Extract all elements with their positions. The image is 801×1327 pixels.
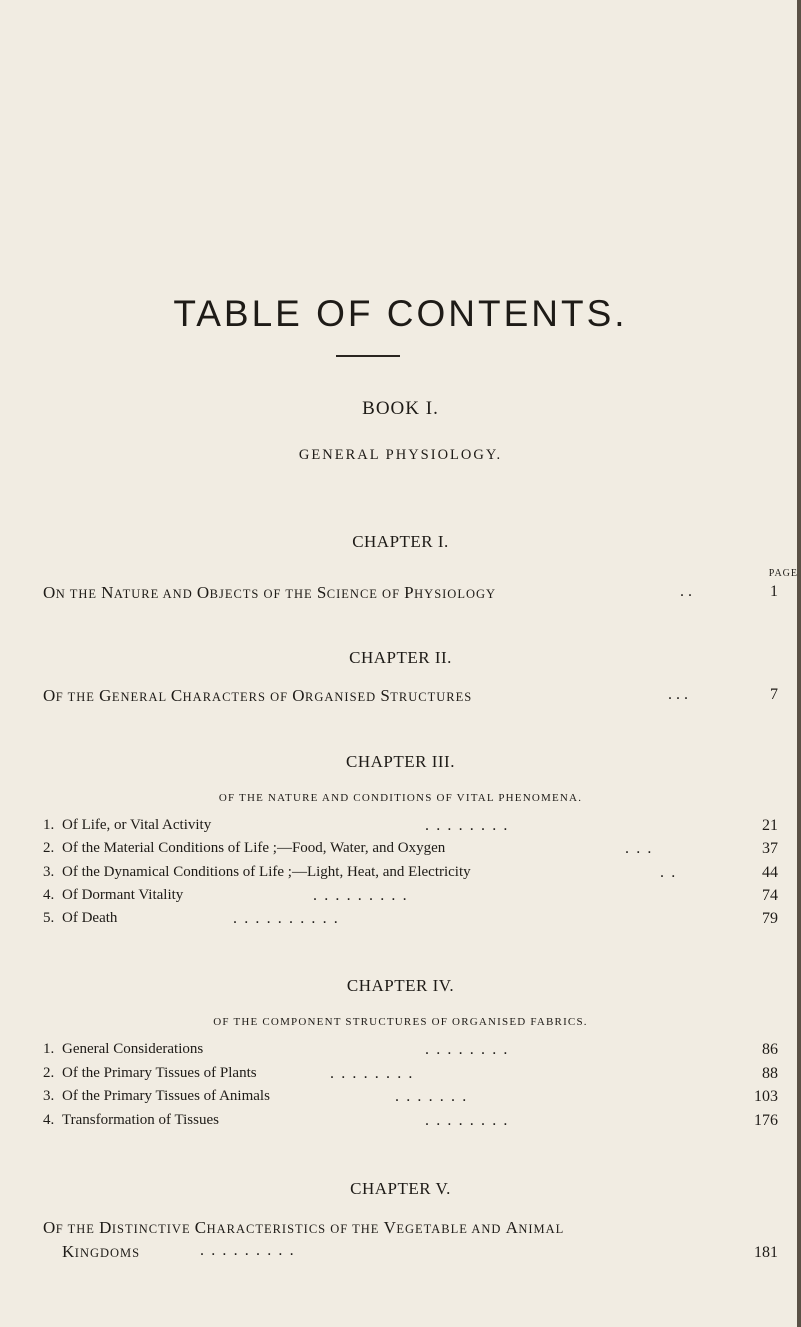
chapter-3-entry-2-title: Of the Material Conditions of Life ;—Food, Water, and Oxygen (62, 840, 446, 856)
title-small-caps: INGDOMS (74, 1246, 141, 1260)
chapter-4-entry-3-title: Of the Primary Tissues of Animals (62, 1088, 270, 1104)
title-small-caps: CIENCE OF (326, 587, 405, 601)
chapter-4-entry-3-number: 3. (43, 1088, 55, 1104)
title-small-caps: TRUCTURES (390, 690, 473, 704)
chapter-3-entry-4-page: 74 (762, 887, 778, 904)
chapter-2-page: 7 (770, 686, 778, 703)
chapter-3-entry-3-page: 44 (762, 864, 778, 881)
chapter-3-heading: CHAPTER III. (346, 752, 455, 771)
chapter-1-title (43, 583, 496, 603)
title-initial: K (62, 1242, 75, 1261)
title-initial: S (316, 583, 327, 602)
chapter-5-title-line-2 (62, 1242, 140, 1262)
chapter-3-entry-2-number: 2. (43, 840, 55, 856)
chapter-3-subheading: OF THE NATURE AND CONDITIONS OF VITAL PHENOMENA. (218, 792, 583, 804)
title-initial: C (170, 686, 183, 705)
chapter-3-entry-4-number: 4. (43, 887, 55, 903)
title-initial: G (99, 686, 112, 705)
chapter-4-heading: CHAPTER IV. (346, 976, 455, 995)
chapter-1-page: 1 (770, 583, 778, 600)
chapter-3-entry-5-title: Of Death (62, 910, 118, 926)
chapter-4-entry-4-leader: . . . . . . . . (425, 1112, 509, 1129)
title-initial: A (505, 1218, 519, 1237)
title-initial: O (292, 686, 305, 705)
chapter-3-entry-4-leader: . . . . . . . . . (313, 887, 409, 904)
book-heading: BOOK I. (362, 398, 439, 419)
chapter-1-heading: CHAPTER I. (352, 532, 449, 551)
title-initial: V (383, 1218, 397, 1237)
chapter-4-entry-4-number: 4. (43, 1112, 55, 1128)
chapter-4-entry-4-page: 176 (754, 1112, 778, 1129)
chapter-2-heading: CHAPTER II. (349, 648, 452, 667)
title-divider (336, 355, 400, 357)
chapter-3-entry-1-title: Of Life, or Vital Activity (62, 817, 212, 833)
chapter-5-heading: CHAPTER V. (350, 1179, 451, 1198)
chapter-4-entry-1-number: 1. (43, 1041, 55, 1057)
title-small-caps: ISTINCTIVE (111, 1222, 195, 1236)
book-subtitle: GENERAL PHYSIOLOGY. (298, 447, 503, 463)
chapter-4-entry-3-leader: . . . . . . . (395, 1088, 468, 1105)
title-small-caps: EGETABLE AND (396, 1222, 506, 1236)
chapter-3-entry-5-page: 79 (762, 910, 778, 927)
chapter-4-entry-2-leader: . . . . . . . . (330, 1065, 414, 1082)
title-small-caps: F THE (55, 1222, 100, 1236)
title-small-caps: F THE (55, 690, 100, 704)
title-initial: N (101, 583, 114, 602)
chapter-4-entry-2-page: 88 (762, 1065, 778, 1082)
chapter-4-subheading: OF THE COMPONENT STRUCTURES OF ORGANISED FABRICS. (213, 1016, 588, 1028)
chapter-3-entry-1-leader: . . . . . . . . (425, 817, 509, 834)
title-initial: O (43, 686, 56, 705)
chapter-3-entry-5-leader: . . . . . . . . . . (233, 910, 340, 927)
title-small-caps: ATURE AND (113, 587, 197, 601)
title-small-caps: BJECTS OF THE (209, 587, 317, 601)
chapter-4-entry-1-leader: . . . . . . . . (425, 1041, 509, 1058)
title-small-caps: RGANISED (304, 690, 381, 704)
chapter-3-entry-5-number: 5. (43, 910, 55, 926)
chapter-3-entry-2-leader: . . . (625, 840, 653, 857)
title-initial: O (43, 1218, 56, 1237)
chapter-5-leader: . . . . . . . . . (200, 1242, 296, 1259)
chapter-4-entry-1-page: 86 (762, 1041, 778, 1058)
chapter-3-entry-4-title: Of Dormant Vitality (62, 887, 184, 903)
title-small-caps: ENERAL (111, 690, 171, 704)
chapter-4-entry-2-number: 2. (43, 1065, 55, 1081)
chapter-4-entry-3-page: 103 (754, 1088, 778, 1105)
chapter-4-entry-1-title: General Considerations (62, 1041, 204, 1057)
title-initial: D (99, 1218, 112, 1237)
chapter-3-entry-1-number: 1. (43, 817, 55, 833)
title-small-caps: NIMAL (518, 1222, 565, 1236)
title-initial: S (380, 686, 391, 705)
title-initial: P (404, 583, 415, 602)
chapter-3-entry-3-leader: . . (660, 864, 677, 881)
title-initial: C (194, 1218, 207, 1237)
chapter-3-entry-3-number: 3. (43, 864, 55, 880)
chapter-2-leader: . . . (668, 686, 688, 703)
chapter-4-entry-4-title: Transformation of Tissues (62, 1112, 219, 1128)
title-small-caps: HARACTERISTICS OF THE (206, 1222, 384, 1236)
chapter-3-entry-2-page: 37 (762, 840, 778, 857)
title-small-caps: HYSIOLOGY (414, 587, 497, 601)
title-small-caps: N THE (55, 587, 102, 601)
chapter-2-title (43, 686, 472, 706)
chapter-5-title-line-1 (43, 1218, 564, 1238)
page-title: TABLE OF CONTENTS. (173, 293, 628, 334)
chapter-4-entry-2-title: Of the Primary Tissues of Plants (62, 1065, 257, 1081)
title-initial: O (196, 583, 210, 602)
chapter-1-leader: . . (680, 583, 692, 600)
title-small-caps: HARACTERS OF (182, 690, 293, 704)
title-initial: O (43, 583, 56, 602)
chapter-5-page: 181 (754, 1244, 778, 1261)
chapter-3-entry-1-page: 21 (762, 817, 778, 834)
chapter-3-entry-3-title: Of the Dynamical Conditions of Life ;—Light, Heat, and Electricity (62, 864, 471, 880)
page-column-label: PAGE (768, 568, 798, 579)
